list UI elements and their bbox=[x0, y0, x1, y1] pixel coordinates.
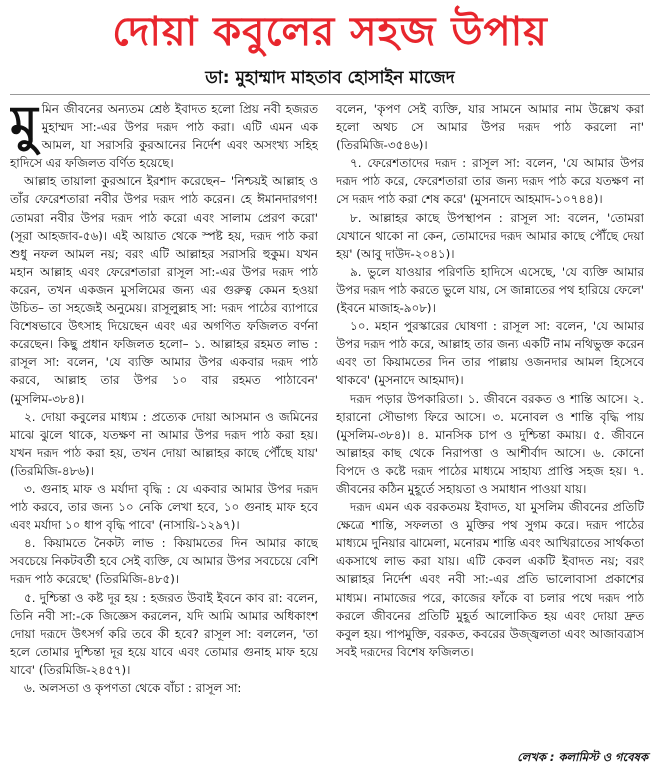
paragraph: ৯. ভুলে যাওয়ার পরিণতি হাদিসে এসেছে, 'যে ব্যক্তি আমার উপর দরূদ পাঠ করতে ভুলে যায়, সে জান্নাতের পথ হারিয়ে ফেলে' (ইবনে মাজাহ-৯০৮)। bbox=[336, 264, 644, 316]
left-column bbox=[10, 100, 318, 748]
author-byline: ডা: মুহাম্মাদ মাহতাব হোসাইন মাজেদ bbox=[205, 68, 455, 88]
drop-cap: মু bbox=[10, 100, 38, 153]
paragraph: ৬. অলসতা ও কৃপণতা থেকে বাঁচা : রাসূল সা: bbox=[24, 681, 242, 695]
paragraph: বলেন, 'কৃপণ সেই ব্যক্তি, যার সামনে আমার নাম উল্লেখ করা হলো অথচ সে আমার উপর দরূদ পাঠ করলো না' (তিরমিজি-৩৫৪৬)। bbox=[336, 102, 644, 153]
paragraph: ৮. আল্লাহর কাছে উপস্থাপন : রাসূল সা: বলেন, 'তোমরা যেখানে থাকো না কেন, তোমাদের দরূদ আমার কাছে পৌঁছে দেয়া হয়' (আবু দাউদ-২০৪১)। bbox=[336, 210, 644, 261]
paragraph: ৪. কিয়ামতে নৈকট্য লাভ : কিয়ামতের দিন আমার কাছে সবচেয়ে নিকটবর্তী হবে সেই ব্যক্তি, যে আমার উপর সবচেয়ে বেশি দরূদ পাঠ করেছে' (তিরমিজি-৪৮৫)। bbox=[10, 536, 318, 587]
article-title: দোয়া কবুলের সহজ উপায় bbox=[112, 9, 548, 55]
paragraph: ৩. গুনাহ মাফ ও মর্যাদা বৃদ্ধি : যে একবার আমার উপর দরূদ পাঠ করবে, তার জন্য ১০ নেকি লেখা হবে, ১০ গুনাহ মাফ হবে এবং মর্যাদা ১০ ধাপ বৃদ্ধি পাবে' (নাসায়ি-১২৯৭)। bbox=[10, 481, 318, 533]
paragraph: ৭. ফেরেশতাদের দরূদ : রাসূল সা: বলেন, 'যে আমার উপর দরূদ পাঠ করে, ফেরেশতারা তার জন্য দরূদ পাঠ করে যতক্ষণ না সে দরূদ পাঠ করা শেষ করে' (মুসনাদে আহমাদ-১০৭৪৪)। bbox=[336, 156, 644, 207]
paragraph: ৫. দুশ্চিন্তা ও কষ্ট দূর হয় : হজরত উবাই ইবনে কাব রা: বলেন, তিনি নবী সা:-কে জিজ্ঞেস করলেন, যদি আমি আমার অধিকাংশ দোয়া দরূদে উৎসর্গ করি তবে কী হবে? রাসূল সা: বললেন, 'তা হলে তোমার দুশ্চিন্তা দূর হয়ে যাবে এবং তোমার গুনাহ মাফ হয়ে যাবে' (তিরমিজি-২৪৫৭)। bbox=[10, 590, 318, 677]
article-body bbox=[10, 100, 650, 748]
paragraph: দরূদ এমন এক বরকতময় ইবাদত, যা মুসলিম জীবনের প্রতিটি ক্ষেত্রে শান্তি, সফলতা ও মুক্তির পথ সুগম করে। দরূদ পাঠের মাধ্যমে দুনিয়ার ঝামেলা, মনোরম শান্তি এবং আখিরাতের সার্থকতা একসাথে লাভ করা যায়। এটি কেবল একটি ইবাদত নয়; বরং আল্লাহর নির্দেশ এবং নবী সা:-এর প্রতি ভালোবাসা প্রকাশের মাধ্যম। নামাজের পরে, কাজের ফাঁকে বা চলার পথে দরূদ পাঠ করলে জীবনের প্রতিটি মুহূর্ত আলোকিত হয় এবং দোয়া দ্রুত কবুল হয়। পাপমুক্তি, বরকত, কবরের উজ্জ্বলতা এবং আজাবত্রাস সবই দরূদের বিশেষ ফজিলত। bbox=[336, 500, 644, 659]
author-credit: লেখক : কলামিস্ট ও গবেষক bbox=[517, 750, 648, 764]
paragraph: মিন জীবনের অন্যতম শ্রেষ্ঠ ইবাদত হলো প্রিয় নবী হজরত মুহাম্মদ সা:-এর উপর দরূদ পাঠ করা। এটি এমন এক আমল, যা সরাসরি কুরআনের নির্দেশ এবং অসংখ্য সহিহ হাদিসে এর ফজিলত বর্ণিত হয়েছে। bbox=[10, 102, 318, 171]
paragraph: ২. দোয়া কবুলের মাধ্যম : প্রত্যেক দোয়া আসমান ও জমিনের মাঝে ঝুলে থাকে, যতক্ষণ না আমার উপর দরূদ পাঠ করা হয়। যখন দরূদ পাঠ করা হয়, তখন দোয়া আল্লাহর কাছে পৌঁছে যায়' (তিরমিজি-৪৮৬)। bbox=[10, 409, 318, 478]
paragraph: ১০. মহান পুরস্কারের ঘোষণা : রাসূল সা: বলেন, 'যে আমার উপর দরূদ পাঠ করে, আল্লাহ তার জন্য একটি নাম নথিভুক্ত করেন এবং তা কিয়ামতের দিন তার পাল্লায় ওজনদার আমল হিসেবে থাকবে' (মুসনাদে আহমাদ)। bbox=[336, 319, 644, 388]
paragraph: আল্লাহ তায়ালা কুরআনে ইরশাদ করেছেন– 'নিশ্চয়ই আল্লাহ ও তাঁর ফেরেশতারা নবীর উপর দরূদ পাঠ করেন। হে ঈমানদারগণ! তোমরা নবীর উপর দরূদ পাঠ করো এবং সালাম প্রেরণ করো' (সূরা আহজাব-৫৬)। এই আয়াত থেকে স্পষ্ট হয়, দরূদ পাঠ করা শুধু নফল আমল নয়; বরং এটি আল্লাহর সরাসরি হুকুম। যখন মহান আল্লাহ এবং ফেরেশতারা রাসূল সা:-এর উপর দরূদ পাঠ করেন, তখন একজন মুসলিমের জন্য এর গুরুত্ব কেমন হওয়া উচিত– তা সহজেই অনুমেয়। রাসূলুল্লাহ সা: দরূদ পাঠের ব্যাপারে বিশেষভাবে উৎসাহ দিয়েছেন এবং এর অগণিত ফজিলত বর্ণনা করেছেন। কিছু প্রধান ফজিলত হলো– ১. আল্লাহর রহমত লাভ : রাসূল সা: বলেন, 'যে ব্যক্তি আমার উপর একবার দরূদ পাঠ করবে, আল্লাহ তার উপর ১০ বার রহমত পাঠাবেন' (মুসলিম-৩৮৪)। bbox=[10, 174, 318, 406]
header-divider bbox=[10, 94, 650, 95]
paragraph: দরূদ পড়ার উপকারিতা। ১. জীবনে বরকত ও শান্তি আসে। ২. হারানো সৌভাগ্য ফিরে আসে। ৩. মনোবল ও শান্তি বৃদ্ধি পায় (মুসলিম-৩৮৪)। ৪. মানসিক চাপ ও দুশ্চিন্তা কমায়। ৫. জীবনে আল্লাহর কাছ থেকে নিরাপত্তা ও আশীর্বাদ আসে। ৬. কোনো বিপদে ও কষ্টে দরূদ পাঠের মাধ্যমে সাহায্য প্রাপ্তি সহজ হয়। ৭. জীবনের কঠিন মুহূর্তে সহায়তা ও সমাধান পাওয়া যায়। bbox=[336, 391, 644, 496]
right-column bbox=[336, 100, 644, 748]
